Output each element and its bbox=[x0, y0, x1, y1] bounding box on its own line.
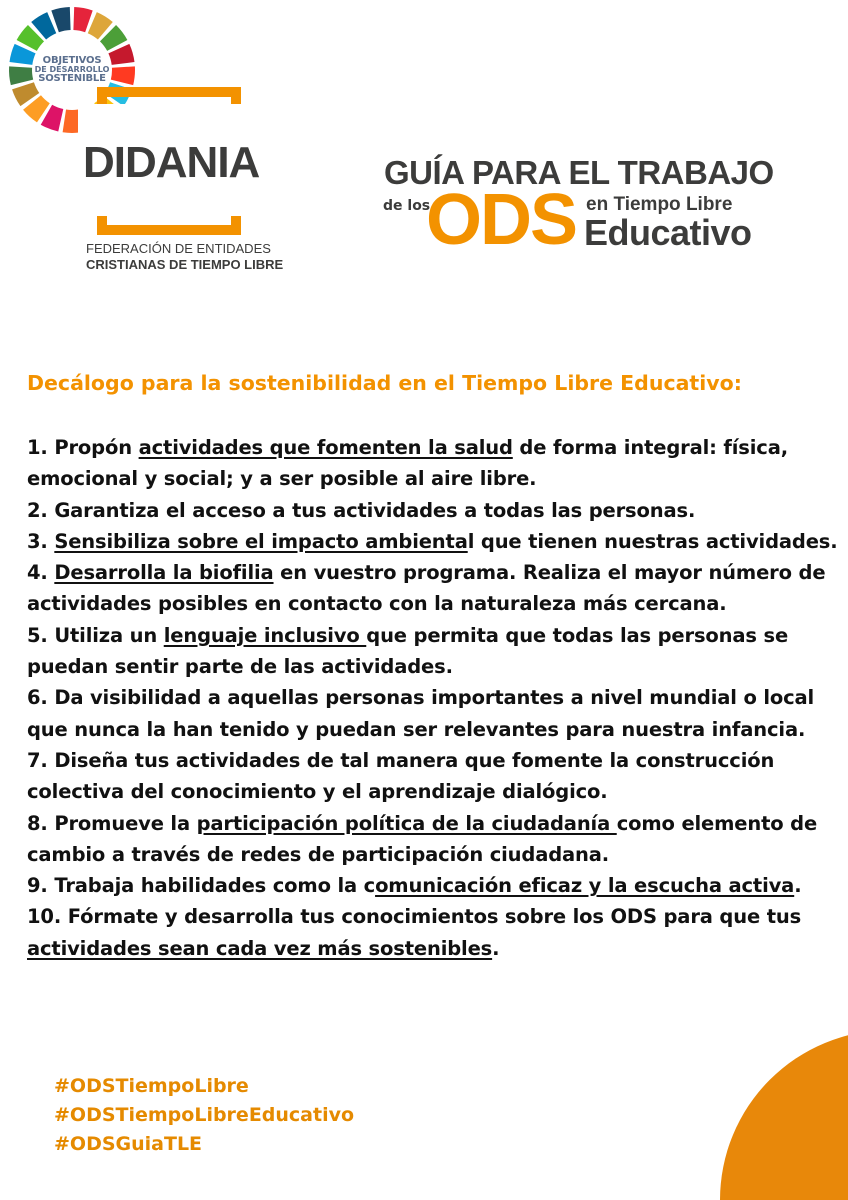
decalogo-item bbox=[27, 495, 839, 526]
decalogo-item bbox=[27, 870, 839, 901]
decalogo-item-underlined: actividades que fomenten la salud bbox=[138, 436, 513, 459]
decalogo-item-underlined: omunicación eficaz y la escucha activa bbox=[375, 874, 795, 898]
decalogo-item-text: 9. Trabaja habilidades como la c bbox=[27, 874, 376, 898]
didania-subtitle-line2: CRISTIANAS DE TIEMPO LIBRE bbox=[86, 257, 284, 272]
decalogo-item-text: de forma integral: física, emocional y social; y a ser posible al aire libre. bbox=[27, 436, 788, 491]
decalogo-item-text: 4. bbox=[27, 561, 55, 585]
decalogo-item-underlined: lenguaje inclusivo bbox=[163, 623, 367, 647]
hashtag: #ODSTiempoLibreEducativo bbox=[54, 1104, 355, 1126]
sdg-logo-line1: OBJETIVOS bbox=[42, 55, 102, 66]
hashtag: #ODSTiempoLibre bbox=[54, 1075, 249, 1097]
decalogo-item-text: . bbox=[492, 936, 500, 960]
decalogo-item-text: 2. Garantiza el acceso a tus actividades a todas las personas. bbox=[27, 498, 696, 522]
decalogo-list bbox=[27, 432, 839, 964]
decalogo-item-text: . bbox=[794, 874, 802, 898]
decalogo-item-text: en vuestro programa. Realiza el mayor número de actividades posibles en contacto con la naturaleza más cercana. bbox=[27, 561, 826, 616]
decalogo-item bbox=[27, 808, 839, 871]
decalogo-item-text: 5. Utiliza un bbox=[27, 623, 164, 647]
decalogo-item-text: l que tienen nuestras actividades. bbox=[467, 529, 838, 553]
sdg-logo-line3: SOSTENIBLE bbox=[38, 73, 106, 84]
guide-de-los: de los bbox=[383, 198, 431, 214]
decalogo-item-underlined: Desarrolla la biofilia bbox=[54, 561, 274, 585]
decalogo-item bbox=[27, 620, 839, 683]
decalogo-item-text: como elemento de cambio a través de redes de participación ciudadana. bbox=[27, 811, 818, 866]
hashtag-list bbox=[54, 1072, 354, 1159]
guide-title: GUÍA PARA EL TRABAJO bbox=[384, 154, 774, 191]
decalogo-item bbox=[27, 745, 839, 808]
decalogo-item-underlined: participación política de la ciudadanía bbox=[196, 811, 617, 835]
decalogo-item-underlined: actividades sean cada vez más sostenibles bbox=[27, 936, 493, 960]
didania-subtitle-line1: FEDERACIÓN DE ENTIDADES bbox=[86, 241, 271, 256]
decalogo-item-text: 6. Da visibilidad a aquellas personas importantes a nivel mundial o local que nunca la han tenido y puedan ser relevantes para nuestra infancia. bbox=[27, 686, 815, 741]
decalogo-item-text: 10. Fórmate y desarrolla tus conocimientos sobre los ODS para que tus bbox=[27, 905, 802, 929]
hashtag: #ODSGuiaTLE bbox=[54, 1133, 203, 1155]
decalogo-item bbox=[27, 526, 839, 557]
decalogo-item-text: que permita que todas las personas se puedan sentir parte de las actividades. bbox=[27, 623, 789, 679]
decorative-circle bbox=[720, 1030, 848, 1200]
decalogo-title: Decálogo para la sostenibilidad en el Tiempo Libre Educativo: bbox=[27, 371, 742, 395]
didania-logo-subtitle bbox=[86, 241, 284, 273]
decalogo-item bbox=[27, 682, 839, 745]
decalogo-item-text: 3. bbox=[27, 529, 55, 553]
sdg-logo-line2: DE DESARROLLO bbox=[34, 65, 110, 74]
decalogo-item-underlined: Sensibiliza sobre el impacto ambienta bbox=[54, 529, 468, 553]
decalogo-item-text: 1. Propón bbox=[27, 436, 139, 459]
decalogo-item-text: 8. Promueve la bbox=[27, 811, 197, 835]
decalogo-item bbox=[27, 901, 839, 964]
decalogo-item bbox=[27, 557, 839, 620]
guide-educativo: Educativo bbox=[584, 212, 752, 253]
decorative-circle-shape bbox=[720, 1030, 848, 1200]
guide-ods: ODS bbox=[426, 180, 577, 260]
didania-logo-name: DIDANIA bbox=[83, 138, 260, 187]
guide-en-tiempo-libre: en Tiempo Libre bbox=[586, 194, 733, 215]
decalogo-item bbox=[27, 432, 839, 495]
decalogo-item-text: 7. Diseña tus actividades de tal manera que fomente la construcción colectiva del conocimiento y el aprendizaje dialógico. bbox=[27, 748, 775, 804]
